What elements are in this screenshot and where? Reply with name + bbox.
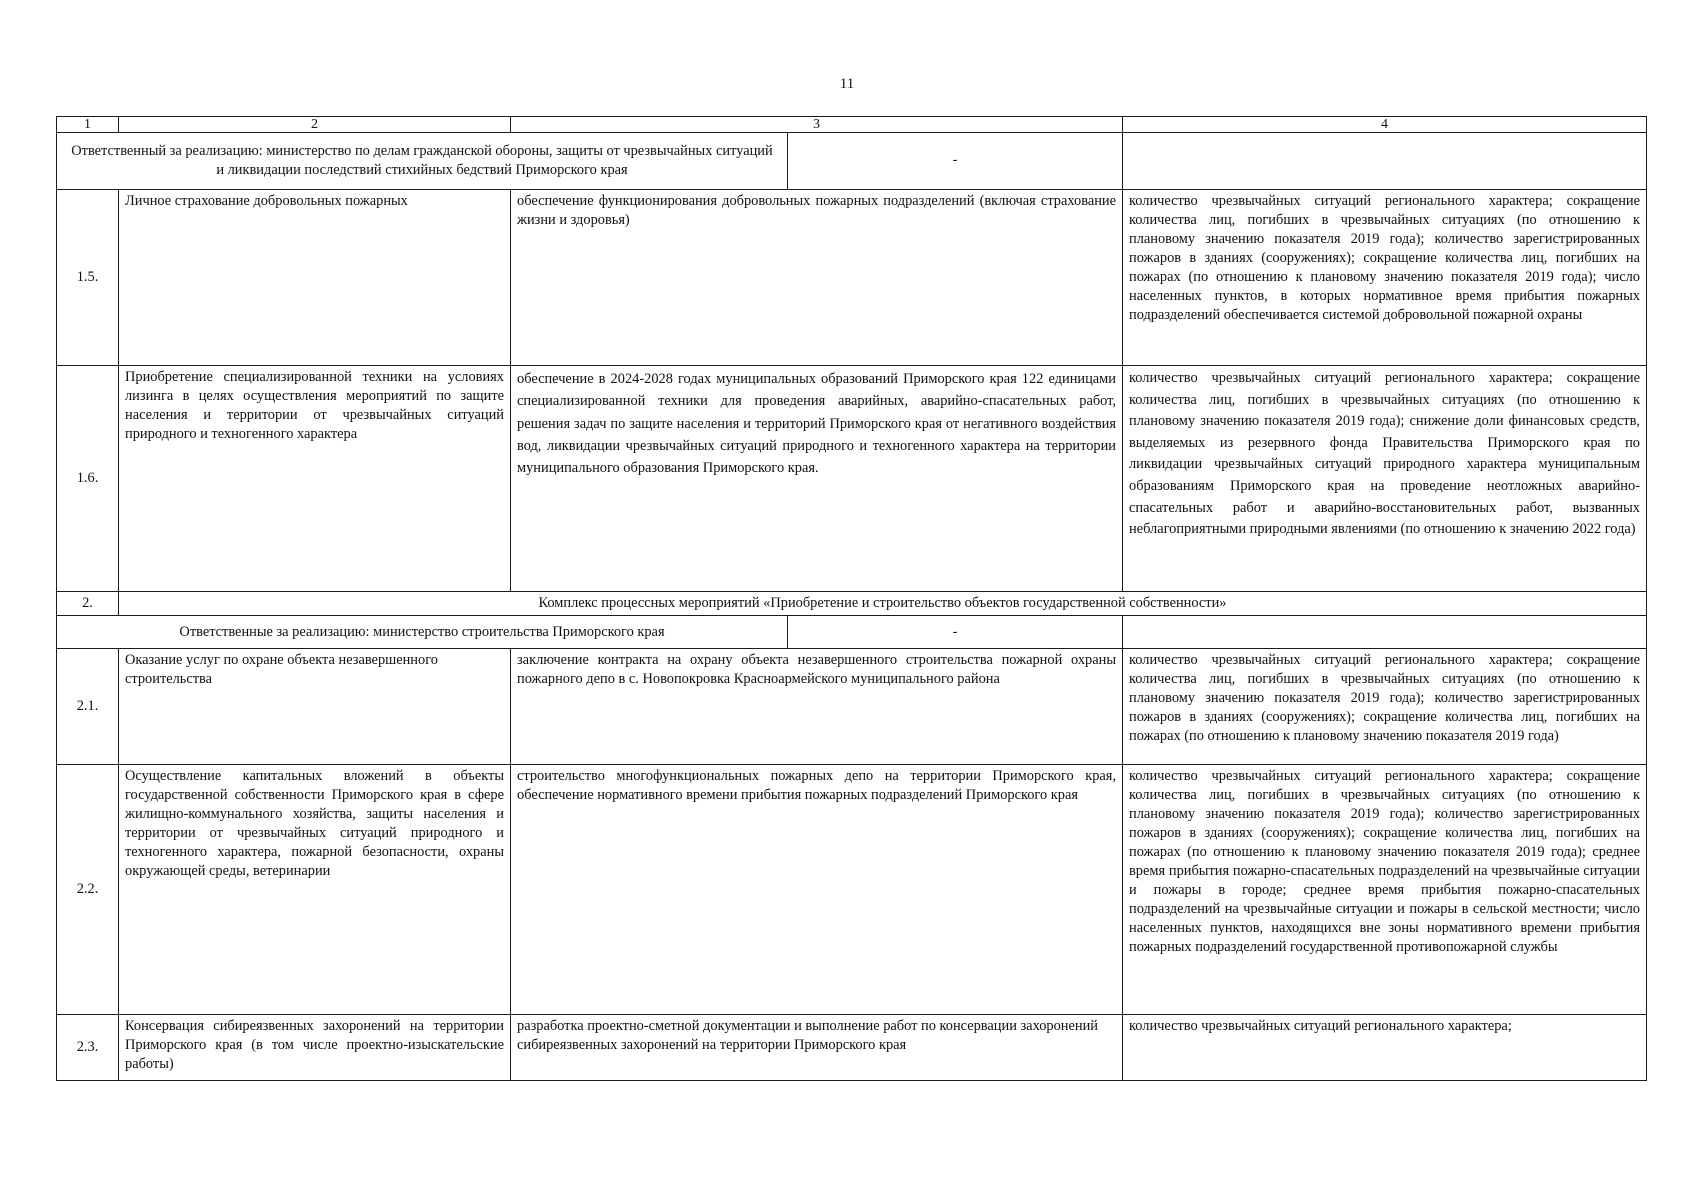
measures-table bbox=[56, 116, 1647, 1081]
responsible-dash-col4 bbox=[1123, 616, 1647, 649]
section-row bbox=[57, 592, 1647, 616]
header-col-4: 4 bbox=[1123, 117, 1647, 133]
measure-indicators: количество чрезвычайных ситуаций регионального характера; сокращение количества лиц, погибших в чрезвычайных ситуациях (по отношению к плановому значению показателя 2019 года); снижение доли финансовых средств, выделяемых из резервного фонда Правительства Приморского края по ликвидации чрезвычайных ситуаций природного характера муниципальным образованиям Приморского края на проведение неотложных аварийно-спасательных работ и аварийно-восстановительных работ, вызванных неблагоприятными природными явлениями (по отношению к значению 2022 года) bbox=[1123, 366, 1647, 592]
header-col-1: 1 bbox=[57, 117, 119, 133]
responsible-row bbox=[57, 133, 1647, 190]
responsible-dash-col4 bbox=[1123, 133, 1647, 190]
table-row-2-2 bbox=[57, 765, 1647, 1015]
table-row-2-1 bbox=[57, 649, 1647, 765]
responsible-value: - bbox=[787, 133, 1122, 189]
measure-name: Консервация сибиреязвенных захоронений на территории Приморского края (в том числе проектно-изыскательские работы) bbox=[119, 1015, 511, 1081]
table-header-row bbox=[57, 117, 1647, 133]
measure-indicators: количество чрезвычайных ситуаций регионального характера; сокращение количества лиц, погибших в чрезвычайных ситуациях (по отношению к плановому значению показателя 2019 года); количество зарегистрированных пожаров в зданиях (сооружениях); сокращение количества лиц, погибших на пожарах (по отношению к плановому значению показателя 2019 года); число населенных пунктов, в которых нормативное время прибытия пожарных подразделений обеспечивается системой добровольной пожарной охраны bbox=[1123, 190, 1647, 366]
measure-task: разработка проектно-сметной документации и выполнение работ по консервации захоронений сибиреязвенных захоронений на территории Приморского края bbox=[511, 1015, 1123, 1081]
measure-name: Осуществление капитальных вложений в объекты государственной собственности Приморского края в сфере жилищно-коммунального хозяйства, защиты населения и территории от чрезвычайных ситуаций природного и техногенного характера, пожарной безопасности, охраны окружающей среды, ветеринарии bbox=[119, 765, 511, 1015]
measure-task: заключение контракта на охрану объекта незавершенного строительства пожарной охраны пожарного депо в с. Новопокровка Красноармейского муниципального района bbox=[511, 649, 1123, 765]
row-number: 2.2. bbox=[57, 765, 119, 1015]
measure-indicators: количество чрезвычайных ситуаций регионального характера; сокращение количества лиц, погибших в чрезвычайных ситуациях (по отношению к плановому значению показателя 2019 года); количество зарегистрированных пожаров в зданиях (сооружениях); сокращение количества лиц, погибших на пожарах (по отношению к плановому значению показателя 2019 года); среднее время прибытия пожарно-спасательных подразделений на чрезвычайные ситуации и пожары в городе; среднее время прибытия пожарно-спасательных подразделений на чрезвычайные ситуации и пожары в сельской местности; число населенных пунктов, находящихся вне зоны нормативного времени прибытия пожарных подразделений государственной противопожарной службы bbox=[1123, 765, 1647, 1015]
measure-indicators: количество чрезвычайных ситуаций регионального характера; сокращение количества лиц, погибших в чрезвычайных ситуациях (по отношению к плановому значению показателя 2019 года); количество зарегистрированных пожаров в зданиях (сооружениях); сокращение количества лиц, погибших на пожарах (по отношению к плановому значению показателя 2019 года) bbox=[1123, 649, 1647, 765]
table-row-1-5 bbox=[57, 190, 1647, 366]
header-col-3: 3 bbox=[511, 117, 1123, 133]
table-row-1-6 bbox=[57, 366, 1647, 592]
measure-task: строительство многофункциональных пожарных депо на территории Приморского края, обеспечение нормативного времени прибытия пожарных подразделений Приморского края bbox=[511, 765, 1123, 1015]
row-number: 2.3. bbox=[57, 1015, 119, 1081]
table-row-2-3 bbox=[57, 1015, 1647, 1081]
measure-task: обеспечение функционирования добровольных пожарных подразделений (включая страхование жизни и здоровья) bbox=[511, 190, 1123, 366]
measure-name: Приобретение специализированной техники на условиях лизинга в целях осуществления мероприятий по защите населения и территории от чрезвычайных ситуаций природного и техногенного характера bbox=[119, 366, 511, 592]
responsible-text: Ответственный за реализацию: министерство по делам гражданской обороны, защиты от чрезвычайных ситуаций и ликвидации последствий стихийных бедствий Приморского края bbox=[71, 142, 773, 178]
page-number: 11 bbox=[839, 76, 855, 92]
section-number: 2. bbox=[57, 592, 119, 616]
row-number: 1.5. bbox=[57, 190, 119, 366]
row-number: 1.6. bbox=[57, 366, 119, 592]
responsible-value: - bbox=[787, 616, 1122, 648]
row-number: 2.1. bbox=[57, 649, 119, 765]
measure-indicators: количество чрезвычайных ситуаций регионального характера; bbox=[1123, 1015, 1647, 1081]
responsible-row bbox=[57, 616, 1647, 649]
measure-task: обеспечение в 2024-2028 годах муниципальных образований Приморского края 122 единицами специализированной техники для проведения аварийных, аварийно-спасательных работ, решения задач по защите населения и территорий Приморского края от негативного воздействия вод, ликвидации чрезвычайных ситуаций природного и техногенного характера на территории муниципального образования Приморского края. bbox=[511, 366, 1123, 592]
header-col-2: 2 bbox=[119, 117, 511, 133]
responsible-text: Ответственные за реализацию: министерство строительства Приморского края bbox=[179, 623, 665, 640]
section-title: Комплекс процессных мероприятий «Приобретение и строительство объектов государственной собственности» bbox=[119, 592, 1647, 616]
measure-name: Оказание услуг по охране объекта незавершенного строительства bbox=[119, 649, 511, 765]
measure-name: Личное страхование добровольных пожарных bbox=[119, 190, 511, 366]
